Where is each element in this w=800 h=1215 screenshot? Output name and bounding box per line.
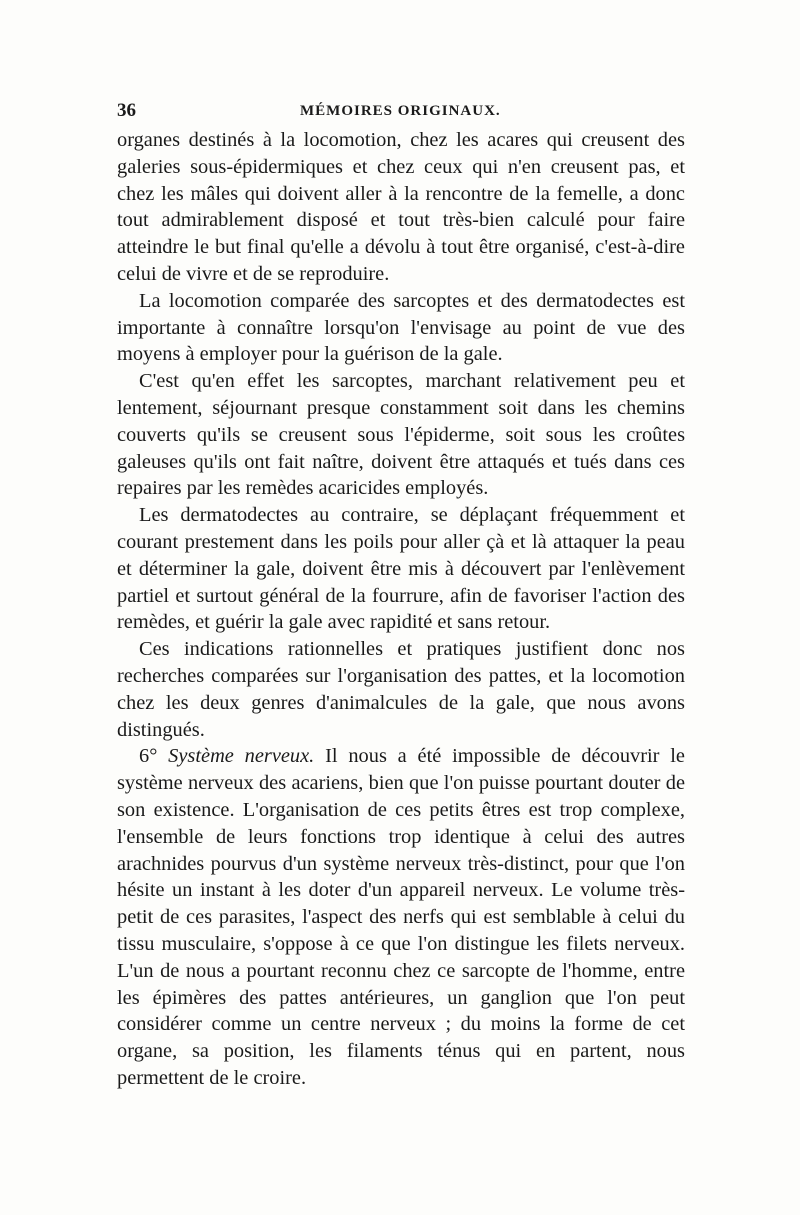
- page-header: [117, 100, 683, 124]
- paragraph: La locomotion comparée des sarcoptes et des dermatodectes est importante à connaître lorsqu'on l'envisage au point de vue des moyens à employer pour la guérison de la gale.: [117, 289, 685, 366]
- paragraph: Ces indications rationnelles et pratiques justifient donc nos recherches comparées sur l'organisation des pattes, et la locomotion chez les deux genres d'animalcules de la gale, que nous avons distingués.: [117, 638, 685, 741]
- page-number: 36: [117, 100, 136, 121]
- section-paragraph: [117, 743, 685, 1091]
- body-text: [117, 127, 685, 1092]
- paragraph: C'est qu'en effet les sarcoptes, marchant relativement peu et lentement, séjournant presque constamment soit dans les chemins couverts qu'ils se creusent sous l'épiderme, soit sous les croûtes galeuses qu'ils ont fait naître, doivent être attaqués et tués dans ces repaires par les remèdes acaricides employés.: [117, 370, 685, 500]
- paragraph: Les dermatodectes au contraire, se déplaçant fréquemment et courant prestement dans les poils pour aller çà et là attaquer la peau et déterminer la gale, doivent être mis à découvert par l'enlèvement partiel et surtout général de la fourrure, afin de favoriser l'action des remèdes, et guérir la gale avec rapidité et sans retour.: [117, 504, 685, 634]
- running-title: MÉMOIRES ORIGINAUX.: [300, 103, 501, 119]
- paragraph: organes destinés à la locomotion, chez les acares qui creusent des galeries sous-épidermiques et chez ceux qui n'en creusent pas, et chez les mâles qui doivent aller à la rencontre de la femelle, a donc tout admirablement disposé et tout très-bien calculé pour faire atteindre le but final qu'elle a dévolu à tout être organisé, c'est-à-dire celui de vivre et de se reproduire.: [117, 129, 685, 285]
- section-text: Il nous a été impossible de découvrir le système nerveux des acariens, bien que l'on puisse pourtant douter de son existence. L'organisation de ces petits êtres est trop complexe, l'ensemble de leurs fonctions trop identique à celui des autres arachnides pourvus d'un système nerveux très-distinct, pour que l'on hésite un instant à les doter d'un appareil nerveux. Le volume très-petit de ces parasites, l'aspect des nerfs qui est semblable à celui du tissu musculaire, s'oppose à ce que l'on distingue les filets nerveux. L'un de nous a pourtant reconnu chez ce sarcopte de l'homme, entre les épimères des pattes antérieures, un ganglion que l'on peut considérer comme un centre nerveux ; du moins la forme de cet organe, sa position, les filaments ténus qui en partent, nous permettent de le croire.: [117, 745, 685, 1089]
- section-number: 6°: [139, 745, 158, 768]
- section-title: Système nerveux.: [168, 745, 315, 768]
